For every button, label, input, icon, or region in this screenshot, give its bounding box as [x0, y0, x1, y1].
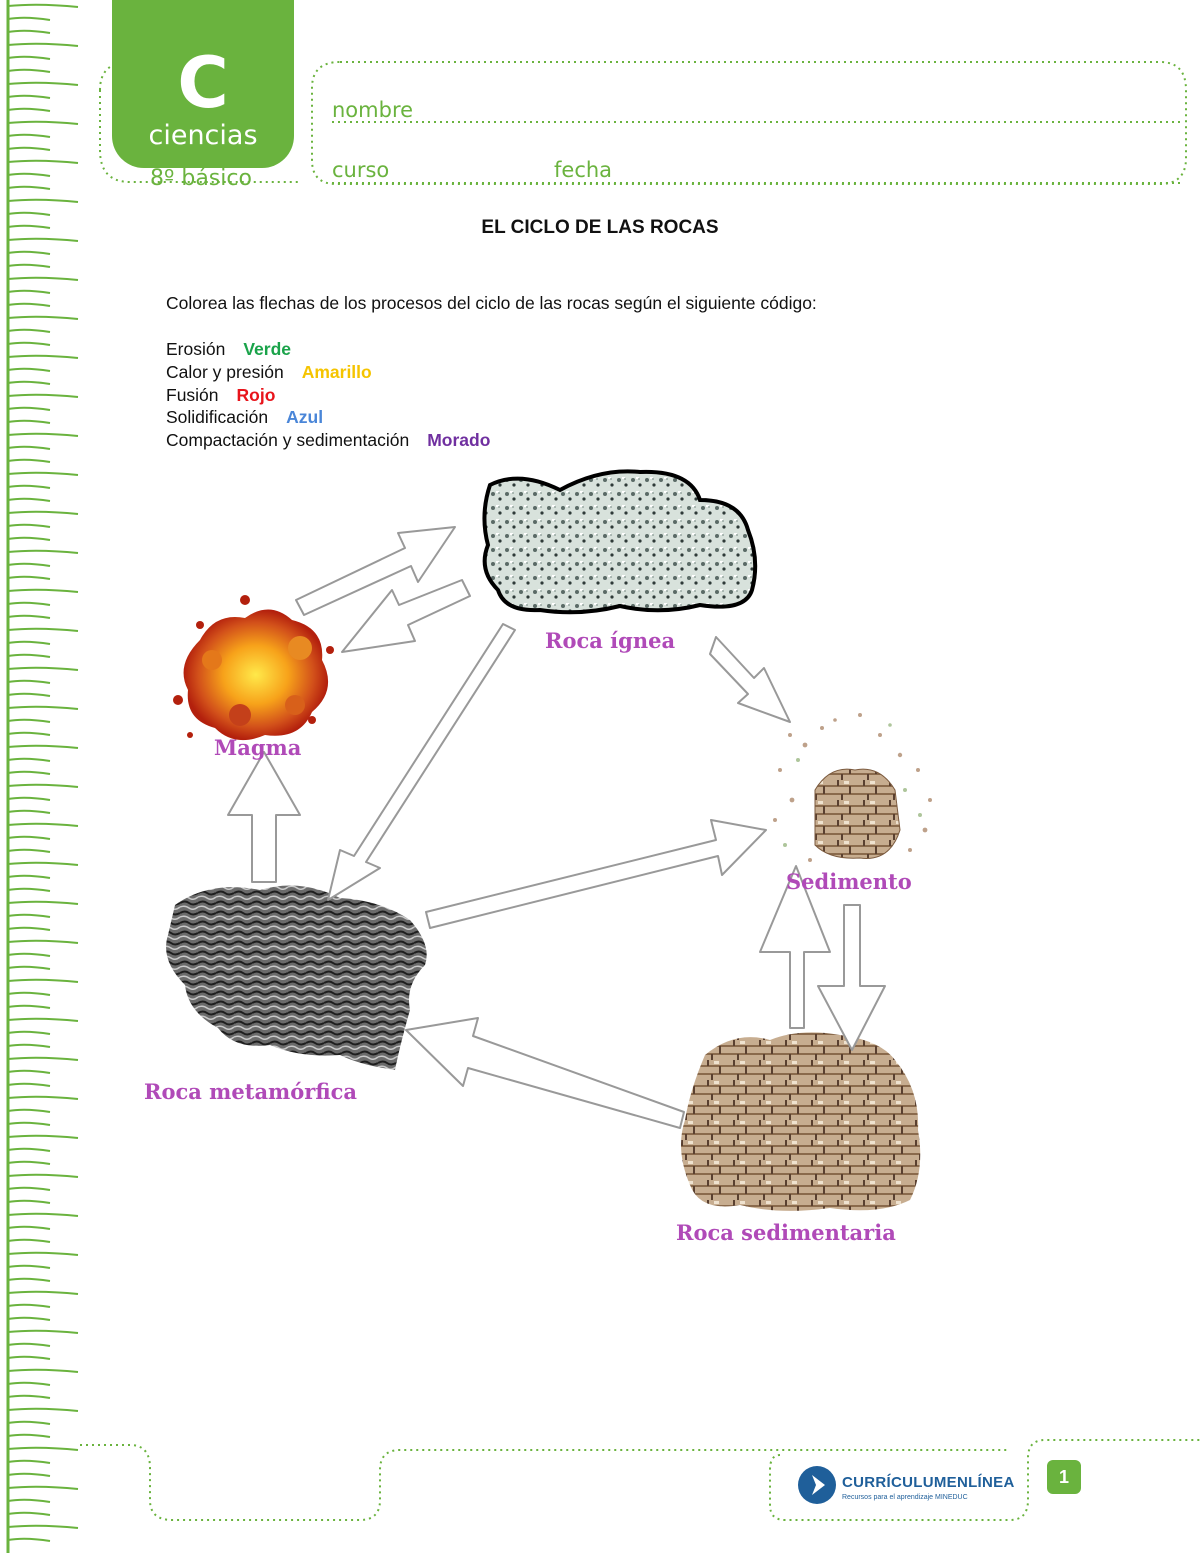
label-sediment: Sedimento: [786, 869, 912, 894]
code-process: Calor y presión: [166, 361, 284, 382]
arrow-igneous-to-sediment: [710, 637, 790, 722]
code-process: Erosión: [166, 339, 226, 359]
curriculum-logo-icon: [798, 1466, 836, 1504]
code-color: Verde: [243, 339, 292, 359]
logo-subtitle: Recursos para el aprendizaje MINEDUC: [842, 1494, 968, 1501]
arrow-sedimentary-to-metamorphic: [406, 1018, 684, 1128]
code-process: Compactación y sedimentación: [166, 430, 410, 451]
course-label: curso: [332, 158, 390, 182]
magma-image: [173, 595, 334, 740]
label-sedimentary: Roca sedimentaria: [676, 1220, 896, 1245]
logo-title: CURRÍCULUMENLÍNEA: [842, 1474, 1015, 1491]
grade-level: 8º básico: [150, 166, 252, 191]
subject-letter: C: [177, 42, 229, 124]
code-color: Morado: [427, 430, 491, 451]
metamorphic-rock-image: [166, 886, 427, 1071]
label-metamorphic: Roca metamórfica: [144, 1079, 358, 1104]
sedimentary-rock-image: [681, 1032, 920, 1210]
page-number: 1: [1047, 1460, 1081, 1494]
code-color: Azul: [286, 407, 324, 428]
instructions: Colorea las flechas de los procesos del ciclo de las rocas según el siguiente código:: [166, 293, 817, 313]
label-magma: Magma: [214, 735, 302, 760]
code-color: Rojo: [236, 384, 276, 405]
subject-name: ciencias: [148, 120, 258, 151]
arrow-igneous-to-magma: [342, 580, 470, 652]
code-color: Amarillo: [301, 361, 372, 382]
arrow-igneous-to-metamorphic: [328, 624, 515, 900]
code-process: Fusión: [166, 384, 219, 405]
label-igneous: Roca ígnea: [545, 628, 676, 653]
arrow-sediment-to-sedimentary: [818, 905, 885, 1050]
page-title: EL CICLO DE LAS ROCAS: [481, 217, 719, 238]
arrow-metamorphic-to-magma: [228, 752, 300, 882]
date-label: fecha: [554, 158, 613, 182]
arrow-metamorphic-to-sediment: [426, 820, 766, 928]
code-process: Solidificación: [166, 407, 269, 428]
igneous-rock-image: [484, 471, 755, 612]
name-label: nombre: [332, 98, 414, 122]
sediment-image: [773, 713, 932, 862]
